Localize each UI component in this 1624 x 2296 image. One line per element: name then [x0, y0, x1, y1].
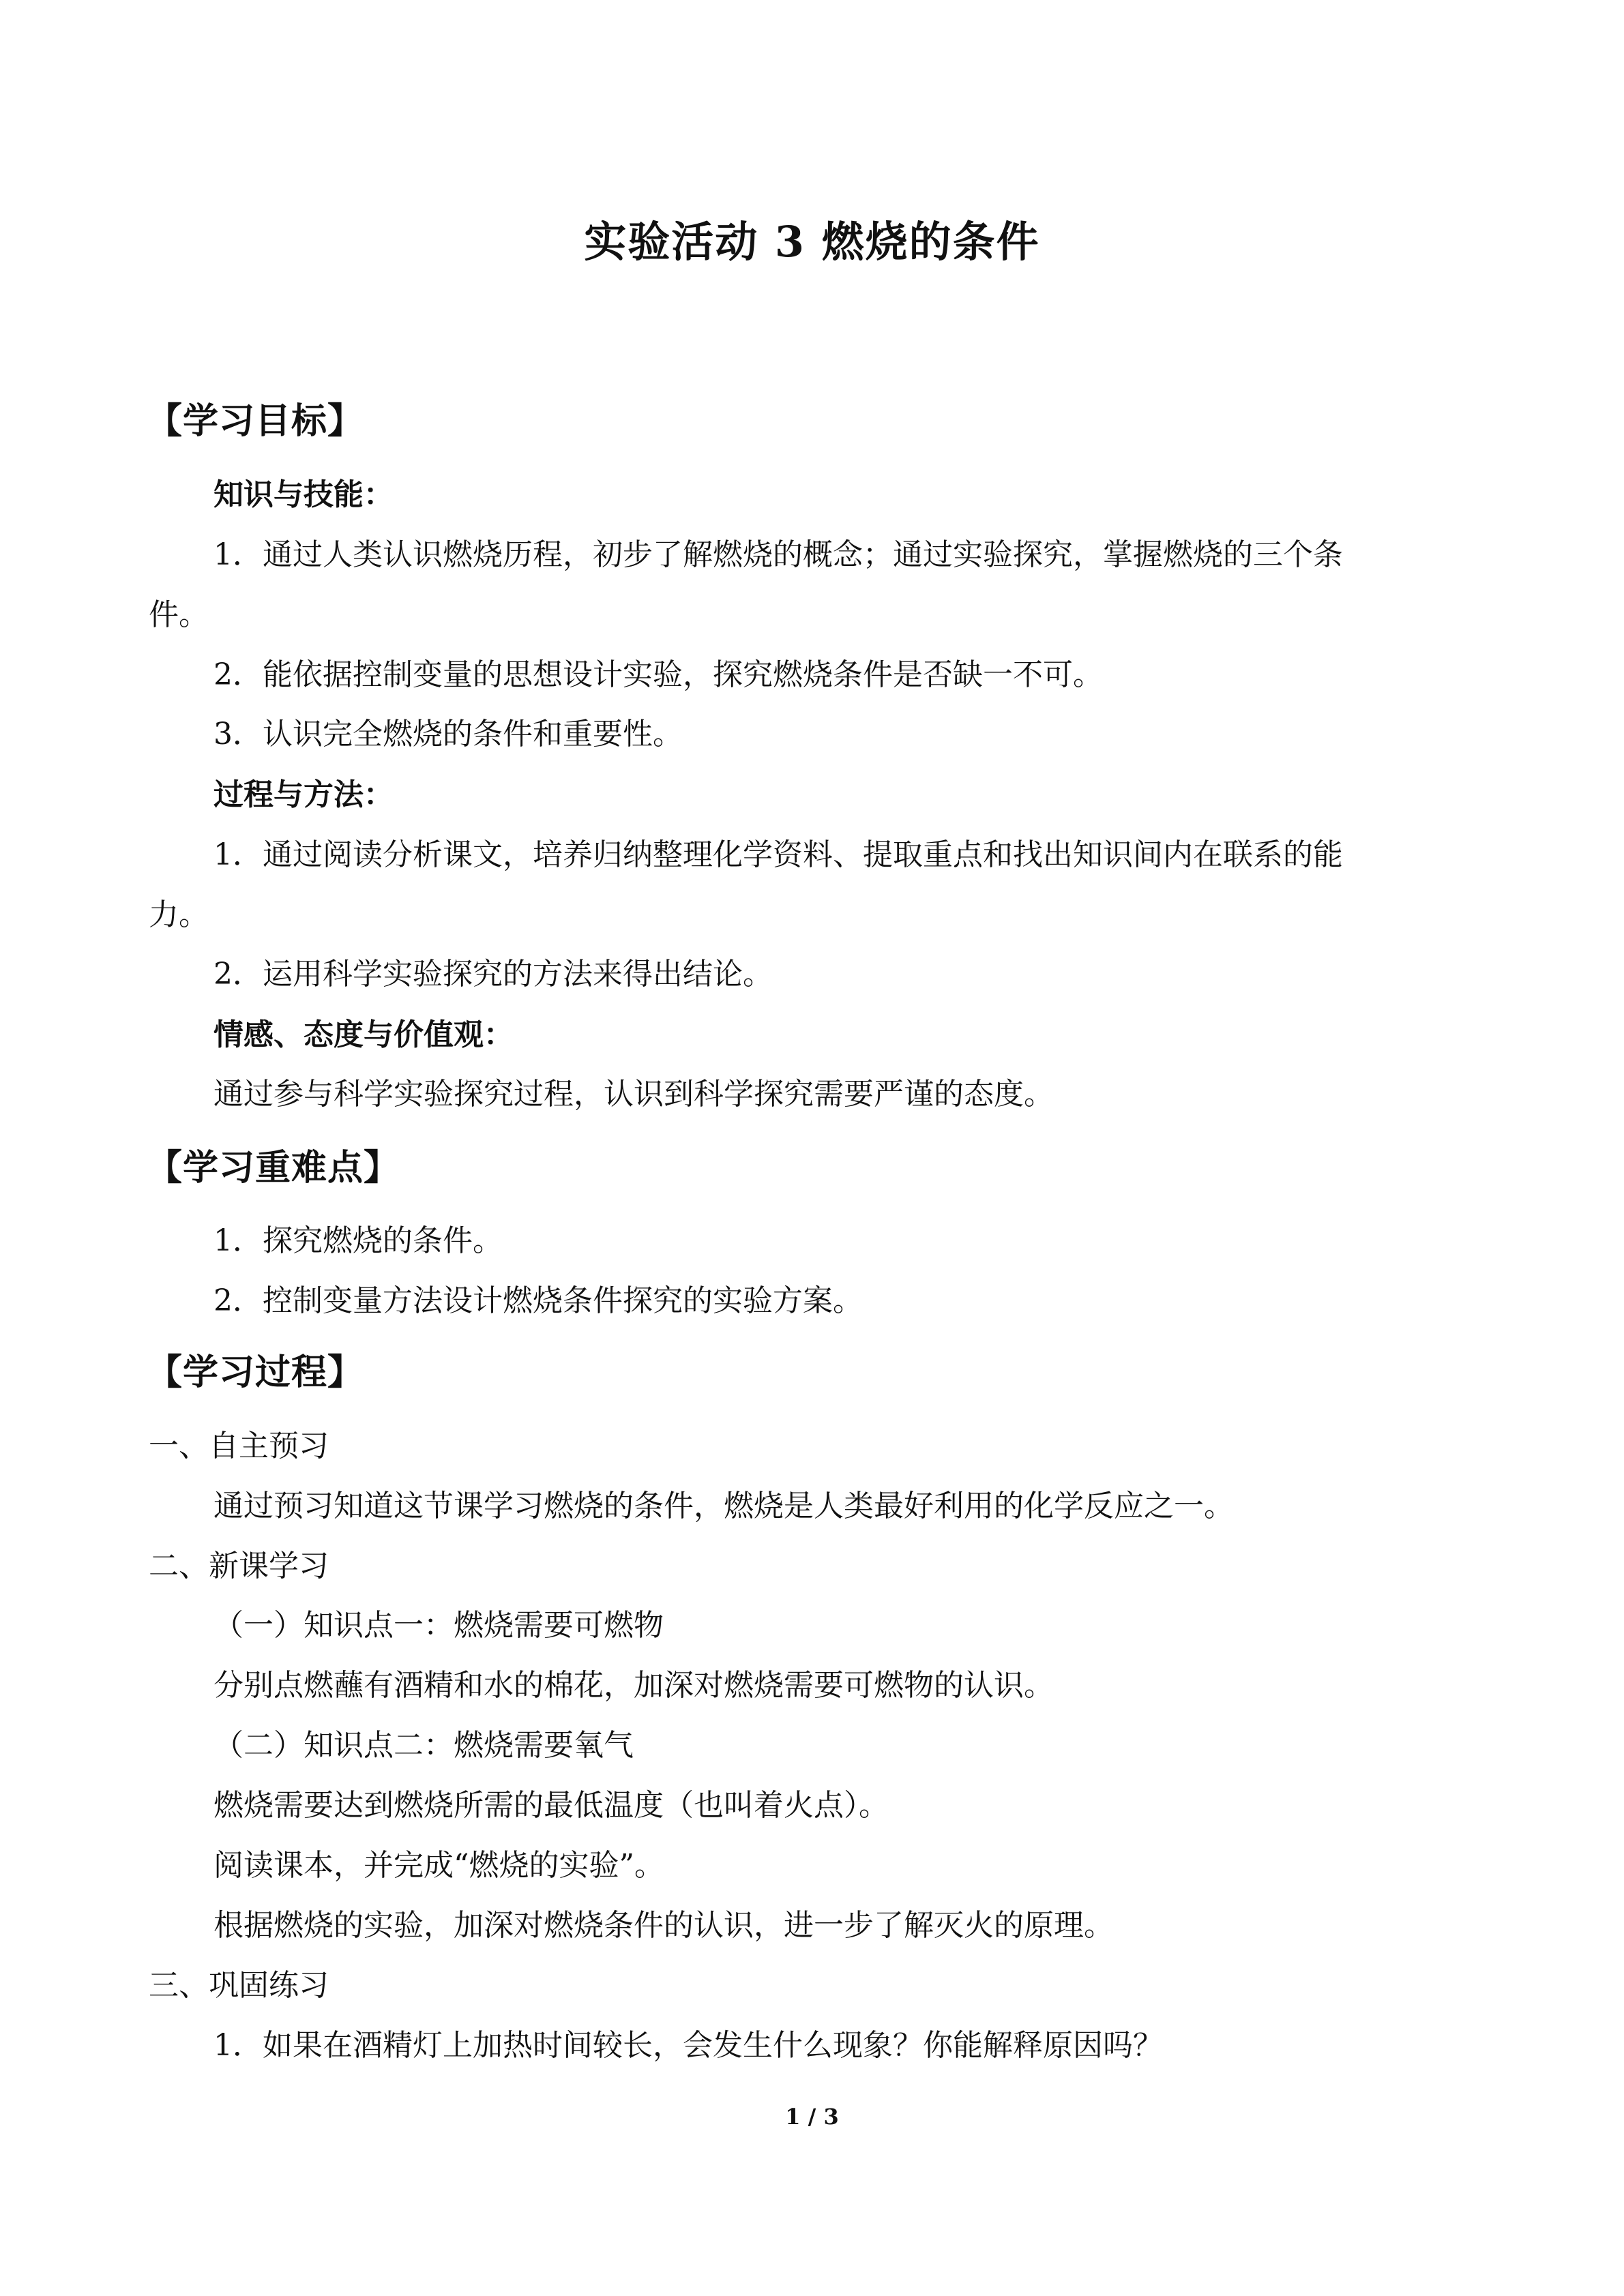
process-step-3-title: 三、巩固练习	[149, 1968, 329, 2003]
section-heading-goals: 【学习目标】	[147, 401, 364, 442]
knowledge-point-2-text-2: 阅读课本，并完成“燃烧的实验”。	[213, 1848, 664, 1883]
section-heading-process: 【学习过程】	[147, 1352, 364, 1393]
emotion-label: 情感、态度与价值观：	[213, 1017, 514, 1052]
goal-k3: 3．认识完全燃烧的条件和重要性。	[213, 717, 683, 751]
process-step-1-title: 一、自主预习	[149, 1429, 329, 1463]
knowledge-point-2-title: （二）知识点二：燃烧需要氧气	[213, 1728, 634, 1763]
goal-k2: 2．能依据控制变量的思想设计实验，探究燃烧条件是否缺一不可。	[213, 657, 1103, 692]
knowledge-point-2-text-3: 根据燃烧的实验，加深对燃烧条件的认识，进一步了解灭火的原理。	[213, 1908, 1114, 1943]
document-title: 实验活动 3 燃烧的条件	[584, 217, 1040, 267]
goal-p2: 2．运用科学实验探究的方法来得出结论。	[213, 957, 773, 992]
knowledge-point-1-title: （一）知识点一：燃烧需要可燃物	[213, 1608, 664, 1643]
exercise-question-1: 1．如果在酒精灯上加热时间较长，会发生什么现象？你能解释原因吗？	[213, 2028, 1163, 2063]
goal-p1-line1: 1．通过阅读分析课文，培养归纳整理化学资料、提取重点和找出知识间内在联系的能	[213, 837, 1343, 872]
knowledge-point-1-text: 分别点燃蘸有酒精和水的棉花，加深对燃烧需要可燃物的认识。	[213, 1668, 1054, 1703]
process-step-2-title: 二、新课学习	[149, 1549, 329, 1583]
page-number: 1 / 3	[785, 2104, 839, 2130]
knowledge-point-2-text-1: 燃烧需要达到燃烧所需的最低温度（也叫着火点）。	[213, 1788, 889, 1823]
key-point-1: 1．探究燃烧的条件。	[213, 1223, 503, 1258]
goal-k1-line1: 1．通过人类认识燃烧历程，初步了解燃烧的概念；通过实验探究，掌握燃烧的三个条	[213, 537, 1343, 572]
goal-e1: 通过参与科学实验探究过程，认识到科学探究需要严谨的态度。	[213, 1077, 1054, 1112]
goal-p1-line2: 力。	[149, 897, 209, 932]
section-heading-key-points: 【学习重难点】	[147, 1148, 400, 1189]
process-label: 过程与方法：	[213, 777, 394, 812]
key-point-2: 2．控制变量方法设计燃烧条件探究的实验方案。	[213, 1283, 863, 1318]
process-step-1-text: 通过预习知道这节课学习燃烧的条件，燃烧是人类最好利用的化学反应之一。	[213, 1489, 1234, 1523]
knowledge-label: 知识与技能：	[213, 477, 394, 512]
goal-k1-line2: 件。	[149, 597, 209, 632]
